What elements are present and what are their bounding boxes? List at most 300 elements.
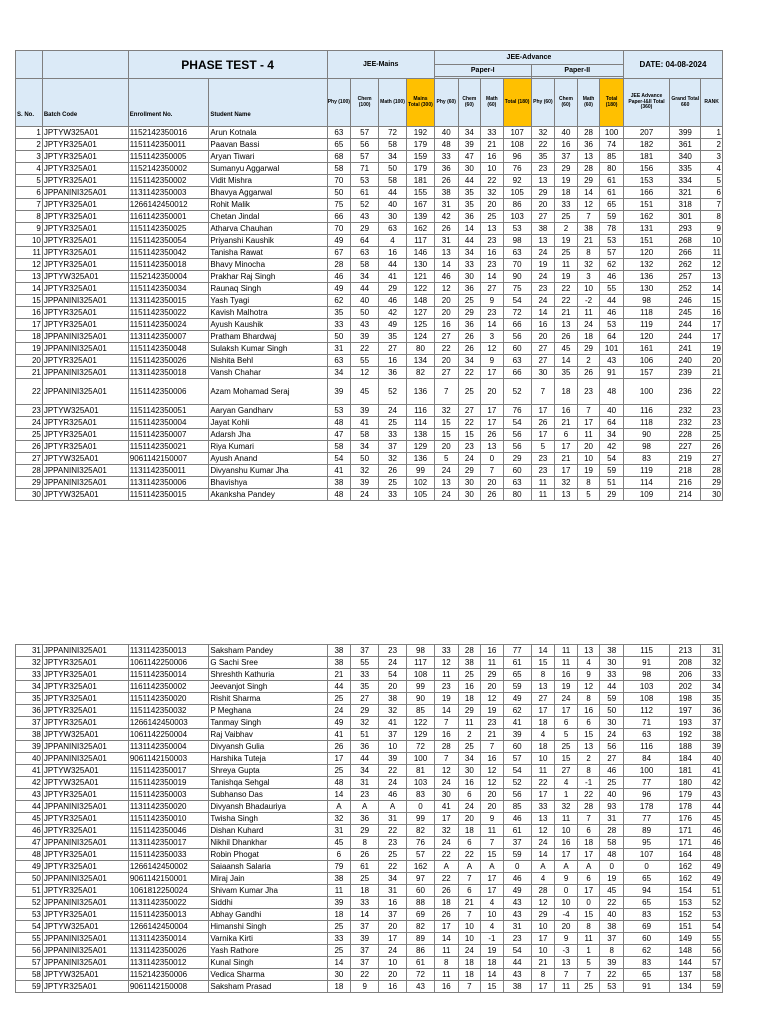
cell-student-name: Paavan Bassi <box>209 139 327 151</box>
cell-grand-total: 179 <box>670 789 701 801</box>
cell-sno: 7 <box>16 199 43 211</box>
cell-p2-chem: 25 <box>555 211 578 223</box>
cell-p1-math: 9 <box>481 355 504 367</box>
cell-p1-phy: 7 <box>434 379 458 405</box>
cell-mains-chem: 44 <box>351 753 379 765</box>
cell-p2-phy: 22 <box>531 777 555 789</box>
cell-grand-total: 232 <box>670 405 701 417</box>
cell-mains-math: 20 <box>379 681 407 693</box>
table-row <box>16 343 723 355</box>
cell-p1-phy: 17 <box>434 813 458 825</box>
cell-p2-phy: 19 <box>531 259 555 271</box>
cell-p1-phy: 15 <box>434 417 458 429</box>
cell-student-name: Saksham Prasad <box>209 981 327 993</box>
cell-student-name: Himanshi Singh <box>209 921 327 933</box>
cell-p1-chem: 33 <box>458 259 481 271</box>
cell-p2-math: 26 <box>577 367 600 379</box>
cell-p2-math: 32 <box>577 259 600 271</box>
cell-sno: 11 <box>16 247 43 259</box>
cell-adv-total: 116 <box>624 741 670 753</box>
cell-rank: 59 <box>701 981 723 993</box>
cell-mains-total: 114 <box>406 417 434 429</box>
cell-mains-phy: 50 <box>327 187 351 199</box>
cell-mains-chem: A <box>351 801 379 813</box>
cell-adv-total: 136 <box>623 271 669 283</box>
cell-adv-total: 118 <box>623 417 669 429</box>
cell-p2-total: 22 <box>600 897 624 909</box>
cell-student-name: Raj Vaibhav <box>209 729 327 741</box>
cell-p1-chem: 30 <box>458 765 481 777</box>
cell-enrollment: 1151142350010 <box>128 813 209 825</box>
col-rank: RANK <box>701 79 723 127</box>
cell-student-name: Rohit Malik <box>209 199 327 211</box>
cell-p2-total: 46 <box>600 271 624 283</box>
cell-mains-chem: 18 <box>351 885 379 897</box>
cell-p2-chem: 11 <box>555 657 578 669</box>
table-row <box>16 681 723 693</box>
test-date: DATE: 04-08-2024 <box>623 51 722 79</box>
cell-grand-total: 153 <box>670 897 701 909</box>
cell-adv-total: 89 <box>624 825 670 837</box>
cell-mains-math: 38 <box>379 693 407 705</box>
cell-p1-chem: 25 <box>458 741 481 753</box>
cell-rank: 56 <box>701 945 723 957</box>
cell-grand-total: 334 <box>670 175 701 187</box>
cell-mains-total: 90 <box>407 693 435 705</box>
cell-p2-math: 16 <box>577 705 600 717</box>
cell-p1-total: 63 <box>503 477 531 489</box>
cell-p2-chem: 5 <box>555 729 578 741</box>
cell-mains-phy: 41 <box>327 465 351 477</box>
cell-adv-total: 119 <box>623 319 669 331</box>
cell-mains-chem: 29 <box>351 223 379 235</box>
cell-grand-total: 244 <box>670 331 701 343</box>
cell-enrollment: 1151142350007 <box>128 429 209 441</box>
table-row <box>16 717 723 729</box>
cell-enrollment: 1151142350003 <box>128 789 209 801</box>
cell-mains-chem: 37 <box>351 945 379 957</box>
cell-adv-total: 95 <box>624 837 670 849</box>
cell-p2-total: 42 <box>600 441 624 453</box>
cell-mains-phy: 62 <box>327 295 351 307</box>
cell-p2-phy: A <box>531 861 555 873</box>
col-p1-phy: Phy (60) <box>434 79 458 127</box>
cell-student-name: Azam Mohamad Seraj <box>209 379 327 405</box>
cell-mains-phy: 54 <box>327 453 351 465</box>
cell-rank: 5 <box>701 175 723 187</box>
cell-p1-total: 59 <box>503 849 531 861</box>
cell-batch-code: JPTYR325A01 <box>42 429 128 441</box>
cell-mains-chem: 29 <box>351 825 379 837</box>
cell-p1-total: 76 <box>503 163 531 175</box>
cell-sno: 25 <box>16 429 43 441</box>
cell-p2-total: 57 <box>600 247 624 259</box>
cell-p2-total: 28 <box>600 825 624 837</box>
cell-adv-total: 156 <box>623 163 669 175</box>
cell-p2-chem: 16 <box>555 837 578 849</box>
cell-mains-phy: 32 <box>327 813 351 825</box>
cell-p1-chem: 35 <box>458 187 481 199</box>
cell-sno: 13 <box>16 271 43 283</box>
cell-adv-total: 120 <box>623 331 669 343</box>
cell-mains-math: 58 <box>379 139 407 151</box>
cell-p2-chem: A <box>555 861 578 873</box>
cell-p1-phy: 22 <box>434 873 458 885</box>
cell-rank: 15 <box>701 295 723 307</box>
cell-rank: 8 <box>701 211 723 223</box>
cell-mains-total: 122 <box>407 717 435 729</box>
cell-rank: 7 <box>701 199 723 211</box>
cell-student-name: Yash Tyagi <box>209 295 327 307</box>
table-row <box>16 151 723 163</box>
col-batch-code: Batch Code <box>42 79 128 127</box>
cell-p2-chem: 40 <box>555 127 578 139</box>
cell-p1-phy: 24 <box>434 489 458 501</box>
cell-mains-math: 41 <box>379 717 407 729</box>
cell-adv-total: 166 <box>623 187 669 199</box>
cell-p2-chem: 4 <box>555 777 578 789</box>
cell-p2-math: 3 <box>577 271 600 283</box>
cell-student-name: Shivam Kumar Jha <box>209 885 327 897</box>
cell-adv-total: 96 <box>624 789 670 801</box>
cell-p1-math: 12 <box>481 343 504 355</box>
cell-enrollment: 1131142350003 <box>128 187 209 199</box>
cell-batch-code: JPPANINI325A01 <box>42 379 128 405</box>
cell-adv-total: 109 <box>623 489 669 501</box>
cell-p2-phy: 10 <box>531 753 555 765</box>
cell-adv-total: 108 <box>624 693 670 705</box>
cell-p2-phy: 13 <box>531 813 555 825</box>
cell-batch-code: JPTYR325A01 <box>42 355 128 367</box>
cell-adv-total: 162 <box>623 211 669 223</box>
cell-p1-phy: 33 <box>434 645 458 657</box>
cell-p2-total: 44 <box>600 681 624 693</box>
cell-mains-math: 41 <box>379 271 407 283</box>
cell-p2-chem: 29 <box>555 163 578 175</box>
jee-mains-header: JEE-Mains <box>327 51 434 79</box>
cell-mains-total: 129 <box>406 441 434 453</box>
cell-mains-math: 72 <box>379 127 407 139</box>
cell-mains-total: 192 <box>406 127 434 139</box>
cell-adv-total: 60 <box>624 933 670 945</box>
cell-p1-math: 27 <box>481 283 504 295</box>
cell-grand-total: 171 <box>670 825 701 837</box>
cell-p1-math: 16 <box>481 151 504 163</box>
cell-p2-math: 17 <box>577 417 600 429</box>
cell-adv-total: 132 <box>623 259 669 271</box>
cell-grand-total: 236 <box>670 379 701 405</box>
cell-grand-total: 208 <box>670 657 701 669</box>
cell-p1-chem: 22 <box>458 849 481 861</box>
cell-p1-total: 80 <box>503 489 531 501</box>
cell-p1-math: 13 <box>481 223 504 235</box>
cell-mains-math: 37 <box>379 729 407 741</box>
cell-p1-total: 52 <box>503 379 531 405</box>
cell-rank: 23 <box>701 405 723 417</box>
cell-mains-phy: 49 <box>327 235 351 247</box>
cell-mains-math: 40 <box>379 199 407 211</box>
cell-mains-total: 127 <box>406 307 434 319</box>
cell-sno: 40 <box>16 753 43 765</box>
cell-p2-phy: 12 <box>531 897 555 909</box>
cell-rank: 33 <box>701 669 723 681</box>
cell-grand-total: 218 <box>670 465 701 477</box>
cell-sno: 35 <box>16 693 43 705</box>
cell-sno: 55 <box>16 933 43 945</box>
cell-grand-total: 162 <box>670 873 701 885</box>
cell-sno: 54 <box>16 921 43 933</box>
cell-enrollment: 1151142350054 <box>128 235 209 247</box>
cell-grand-total: 266 <box>670 247 701 259</box>
cell-p1-math: 12 <box>481 765 504 777</box>
cell-mains-phy: 68 <box>327 151 351 163</box>
table-row <box>16 199 723 211</box>
cell-mains-phy: 53 <box>327 405 351 417</box>
table-row <box>16 223 723 235</box>
cell-p2-math: 7 <box>577 405 600 417</box>
cell-rank: 12 <box>701 259 723 271</box>
cell-p1-phy: 12 <box>434 765 458 777</box>
cell-p1-phy: 24 <box>434 465 458 477</box>
cell-p2-math: 29 <box>577 343 600 355</box>
cell-p1-total: 41 <box>503 717 531 729</box>
cell-mains-total: 116 <box>406 405 434 417</box>
cell-p2-math: 8 <box>577 921 600 933</box>
cell-p1-phy: 15 <box>434 429 458 441</box>
cell-p1-math: 25 <box>481 211 504 223</box>
cell-mains-chem: 32 <box>351 717 379 729</box>
cell-p2-chem: 25 <box>555 247 578 259</box>
cell-p2-phy: 17 <box>531 789 555 801</box>
cell-mains-total: 80 <box>406 343 434 355</box>
cell-mains-total: 159 <box>406 151 434 163</box>
cell-p1-chem: 16 <box>458 681 481 693</box>
cell-p2-phy: 35 <box>531 151 555 163</box>
cell-grand-total: 162 <box>670 861 701 873</box>
cell-sno: 39 <box>16 741 43 753</box>
cell-adv-total: 0 <box>624 861 670 873</box>
cell-adv-total: 207 <box>623 127 669 139</box>
cell-mains-total: 72 <box>407 741 435 753</box>
cell-batch-code: JPTYR325A01 <box>42 861 128 873</box>
cell-p1-phy: 14 <box>434 933 458 945</box>
cell-p2-phy: 4 <box>531 873 555 885</box>
cell-student-name: Subhanso Das <box>209 789 327 801</box>
cell-mains-total: 89 <box>407 933 435 945</box>
cell-mains-phy: 38 <box>327 477 351 489</box>
cell-enrollment: 1152142350002 <box>128 163 209 175</box>
table-row <box>16 885 723 897</box>
cell-grand-total: 268 <box>670 235 701 247</box>
cell-p2-math: 4 <box>577 657 600 669</box>
cell-p2-chem: 0 <box>555 885 578 897</box>
cell-enrollment: 1061812250024 <box>128 885 209 897</box>
cell-p2-math: 15 <box>577 729 600 741</box>
cell-p1-phy: 14 <box>434 259 458 271</box>
cell-p1-total: 96 <box>503 151 531 163</box>
cell-p1-math: 20 <box>481 379 504 405</box>
cell-rank: 16 <box>701 307 723 319</box>
cell-p2-total: 91 <box>600 367 624 379</box>
cell-mains-phy: 26 <box>327 741 351 753</box>
cell-mains-chem: 57 <box>351 127 379 139</box>
cell-grand-total: 216 <box>670 477 701 489</box>
col-mains-total: Mains Total (300) <box>406 79 434 127</box>
cell-rank: 17 <box>701 331 723 343</box>
cell-mains-total: 162 <box>407 861 435 873</box>
cell-p2-total: 55 <box>600 283 624 295</box>
cell-p2-total: 46 <box>600 307 624 319</box>
cell-p1-chem: 30 <box>458 271 481 283</box>
col-grand-total: Grand Total 660 <box>670 79 701 127</box>
cell-p2-math: 2 <box>577 355 600 367</box>
cell-mains-total: 82 <box>407 921 435 933</box>
cell-enrollment: 1151142350011 <box>128 139 209 151</box>
cell-mains-phy: 28 <box>327 259 351 271</box>
cell-mains-total: 102 <box>406 477 434 489</box>
cell-adv-total: 178 <box>624 801 670 813</box>
cell-mains-chem: 24 <box>351 489 379 501</box>
cell-enrollment: 1151142350051 <box>128 405 209 417</box>
cell-p1-total: 63 <box>503 355 531 367</box>
cell-student-name: Sumanyu Aggarwal <box>209 163 327 175</box>
cell-p2-math: 11 <box>577 429 600 441</box>
cell-mains-total: 136 <box>406 379 434 405</box>
cell-p2-chem: 11 <box>555 645 578 657</box>
cell-p2-phy: 17 <box>531 429 555 441</box>
cell-p2-chem: 13 <box>555 957 578 969</box>
cell-p1-chem: 7 <box>458 909 481 921</box>
cell-adv-total: 114 <box>623 477 669 489</box>
cell-adv-total: 65 <box>624 897 670 909</box>
cell-grand-total: 214 <box>670 489 701 501</box>
cell-p2-math: 13 <box>577 645 600 657</box>
cell-p2-chem: 35 <box>555 367 578 379</box>
cell-mains-chem: 58 <box>351 429 379 441</box>
cell-batch-code: JPTYR325A01 <box>42 717 128 729</box>
cell-p1-total: 61 <box>503 825 531 837</box>
cell-p2-math: 7 <box>577 211 600 223</box>
col-p2-math: Math (60) <box>577 79 600 127</box>
cell-mains-chem: 23 <box>351 789 379 801</box>
cell-enrollment: 1161142350002 <box>128 681 209 693</box>
cell-p1-total: 85 <box>503 801 531 813</box>
cell-p2-math: 29 <box>577 175 600 187</box>
cell-grand-total: 246 <box>670 295 701 307</box>
table-row <box>16 259 723 271</box>
cell-adv-total: 83 <box>624 957 670 969</box>
cell-sno: 23 <box>16 405 43 417</box>
cell-batch-code: JPTYR325A01 <box>42 259 128 271</box>
cell-p2-math: 15 <box>577 909 600 921</box>
cell-grand-total: 213 <box>670 645 701 657</box>
cell-mains-total: 81 <box>407 765 435 777</box>
cell-mains-math: 44 <box>379 187 407 199</box>
cell-p2-chem: 37 <box>555 151 578 163</box>
table-row <box>16 873 723 885</box>
cell-sno: 53 <box>16 909 43 921</box>
cell-rank: 21 <box>701 367 723 379</box>
cell-p1-total: 57 <box>503 753 531 765</box>
cell-sno: 16 <box>16 307 43 319</box>
cell-p1-phy: 32 <box>434 405 458 417</box>
table-row <box>16 163 723 175</box>
cell-p1-chem: 18 <box>458 957 481 969</box>
cell-enrollment: 1151142350024 <box>128 319 209 331</box>
table-row <box>16 355 723 367</box>
cell-p2-math: 18 <box>577 331 600 343</box>
cell-p1-chem: 30 <box>458 163 481 175</box>
cell-p2-math: 24 <box>577 319 600 331</box>
cell-mains-math: 37 <box>379 441 407 453</box>
cell-mains-total: 117 <box>407 657 435 669</box>
cell-mains-total: 117 <box>406 235 434 247</box>
cell-enrollment: 9061142150008 <box>128 981 209 993</box>
cell-grand-total: 202 <box>670 681 701 693</box>
cell-adv-total: 83 <box>623 453 669 465</box>
table-row <box>16 861 723 873</box>
cell-enrollment: 9061142150001 <box>128 873 209 885</box>
cell-grand-total: 192 <box>670 729 701 741</box>
cell-p2-phy: 17 <box>531 933 555 945</box>
cell-mains-chem: 55 <box>351 657 379 669</box>
cell-enrollment: 1151142350002 <box>128 175 209 187</box>
cell-p1-total: 49 <box>503 693 531 705</box>
cell-p2-phy: 11 <box>531 765 555 777</box>
cell-p1-math: 23 <box>481 717 504 729</box>
cell-p1-phy: 22 <box>434 849 458 861</box>
cell-p2-math: 8 <box>577 247 600 259</box>
cell-p1-math: 14 <box>481 319 504 331</box>
cell-p2-chem: 9 <box>555 933 578 945</box>
cell-p1-chem: 44 <box>458 235 481 247</box>
cell-mains-total: 134 <box>406 355 434 367</box>
cell-mains-chem: 39 <box>351 405 379 417</box>
cell-student-name: Vedica Sharma <box>209 969 327 981</box>
cell-rank: 23 <box>701 417 723 429</box>
cell-p2-phy: 22 <box>531 139 555 151</box>
table-row <box>16 429 723 441</box>
cell-p1-total: 43 <box>503 969 531 981</box>
cell-p1-chem: 26 <box>458 343 481 355</box>
cell-p2-chem: 32 <box>555 801 578 813</box>
cell-mains-phy: 70 <box>327 223 351 235</box>
cell-mains-chem: 36 <box>351 813 379 825</box>
cell-p1-math: 19 <box>481 705 504 717</box>
cell-grand-total: 144 <box>670 957 701 969</box>
cell-mains-phy: 39 <box>327 897 351 909</box>
cell-p2-total: 8 <box>600 945 624 957</box>
cell-p1-total: 108 <box>503 139 531 151</box>
cell-p2-chem: 17 <box>555 849 578 861</box>
cell-sno: 50 <box>16 873 43 885</box>
cell-p2-math: 18 <box>577 837 600 849</box>
cell-p2-phy: 23 <box>531 283 555 295</box>
cell-p2-chem: 11 <box>555 259 578 271</box>
cell-p2-phy: 8 <box>531 669 555 681</box>
table-row <box>16 331 723 343</box>
table-row <box>16 187 723 199</box>
cell-p1-math: 23 <box>481 307 504 319</box>
cell-mains-chem: 12 <box>351 367 379 379</box>
table-row <box>16 657 723 669</box>
cell-sno: 4 <box>16 163 43 175</box>
cell-p1-phy: 28 <box>434 741 458 753</box>
cell-p1-math: 23 <box>481 235 504 247</box>
cell-mains-total: 98 <box>407 645 435 657</box>
cell-p1-math: 16 <box>481 753 504 765</box>
cell-batch-code: JPPANINI325A01 <box>42 957 128 969</box>
